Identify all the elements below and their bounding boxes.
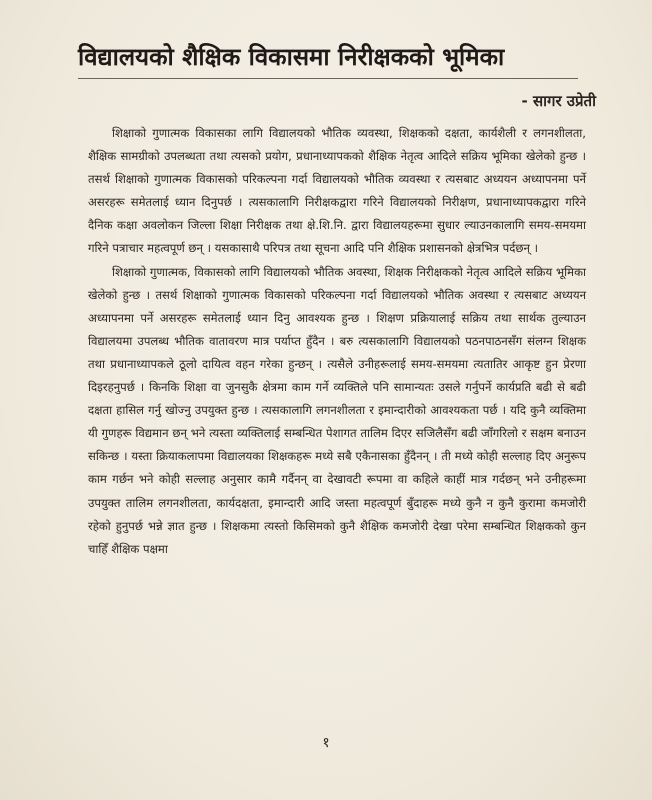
- paragraph-1: शिक्षाको गुणात्मक विकासका लागि विद्यालयको भौतिक व्यवस्था, शिक्षकको दक्षता, कार्यशैली र लगनशीलता, शैक्षिक सामग्रीको उपलब्धता तथा त्यसको प्रयोग, प्रधानाध्यापकको शैक्षिक नेतृत्व आदिले सक्रिय भूमिका खेलेको हुन्छ । तसर्थ शिक्षाको गुणात्मक विकासको परिकल्पना गर्दा विद्यालयको भौतिक व्यवस्था र त्यसबाट अध्ययन अध्यापनमा पर्ने असरहरू समेतलाई ध्यान दिनुपर्छ । त्यसकालागि निरीक्षकद्वारा गरिने विद्यालयको निरीक्षण, प्रधानाध्यापकद्वारा गरिने दैनिक कक्षा अवलोकन जिल्ला शिक्षा निरीक्षक तथा क्षे.शि.नि. द्वारा विद्यालयहरूमा सुधार ल्याउनकालागि समय-समयमा गरिने पत्राचार महत्वपूर्ण छन् । यसकासाथै परिपत्र तथा सूचना आदि पनि शैक्षिक प्रशासनको क्षेत्रभित्र पर्दछन् ।: [88, 126, 586, 256]
- title-underline: [78, 78, 578, 79]
- article-body: [88, 122, 586, 561]
- page-number: १: [322, 735, 330, 751]
- paragraph-2: शिक्षाको गुणात्मक, विकासको लागि विद्यालयको भौतिक अवस्था, शिक्षक निरीक्षकको नेतृत्व आदिले सक्रिय भूमिका खेलेको हुन्छ । तसर्थ शिक्षाको गुणात्मक विकासको परिकल्पना गर्दा विद्यालयको भौतिक अवस्था र त्यसबाट अध्ययन अध्यापनमा पर्ने असरहरू समेतलाई ध्यान दिनु आवश्यक हुन्छ । शिक्षण प्रक्रियालाई सक्रिय तथा सार्थक तुल्याउन विद्यालयमा उपलब्ध भौतिक वातावरण मात्र पर्याप्त हुँदैन । बरु त्यसकालागि विद्यालयको पठनपाठनसँग संलग्न शिक्षक तथा प्रधानाध्यापकले ठूलो दायित्व वहन गरेका हुन्छन् । त्यसैले उनीहरूलाई समय-समयमा त्यतातिर आकृष्ट हुन प्रेरणा दिइरहनुपर्छ । किनकि शिक्षा वा जुनसुकै क्षेत्रमा काम गर्ने व्यक्तिले पनि सामान्यतः उसले गर्नुपर्ने कार्यप्रति बढी से बढी दक्षता हासिल गर्नु खोज्नु उपयुक्त हुन्छ । त्यसकालागि लगनशीलता र इमान्दारीको आवश्यकता पर्छ । यदि कुनै व्यक्तिमा यी गुणहरू विद्यमान छन् भने त्यस्ता व्यक्तिलाई सम्बन्धित पेशागत तालिम दिएर सजिलैसँग बढी जाँगरिलो र सक्षम बनाउन सकिन्छ । यस्ता क्रियाकलापमा विद्यालयका शिक्षकहरू मध्ये सबै एकैनासका हुँदैनन् । ती मध्ये कोही सल्लाह दिए अनुरूप काम गर्छन भने कोही सल्लाह अनुसार कामै गर्दैनन् वा देखावटी रूपमा वा कहिले काहीं मात्र गर्दछन् भने उनीहरूमा उपयुक्त तालिम लगनशीलता, कार्यदक्षता, इमान्दारी आदि जस्ता महत्वपूर्ण बुँदाहरू मध्ये कुनै न कुनै कुरामा कमजोरी रहेको हुनुपर्छ भन्ने ज्ञात हुन्छ । शिक्षकमा त्यस्तो किसिमको कुनै शैक्षिक कमजोरी देखा परेमा सम्बन्धित शिक्षकको कुन चाहिँ शैक्षिक पक्षमा: [88, 264, 586, 556]
- article-author: - सागर उप्रेती: [521, 92, 596, 110]
- article-title: विद्यालयको शैक्षिक विकासमा निरीक्षकको भूमिका: [78, 43, 505, 71]
